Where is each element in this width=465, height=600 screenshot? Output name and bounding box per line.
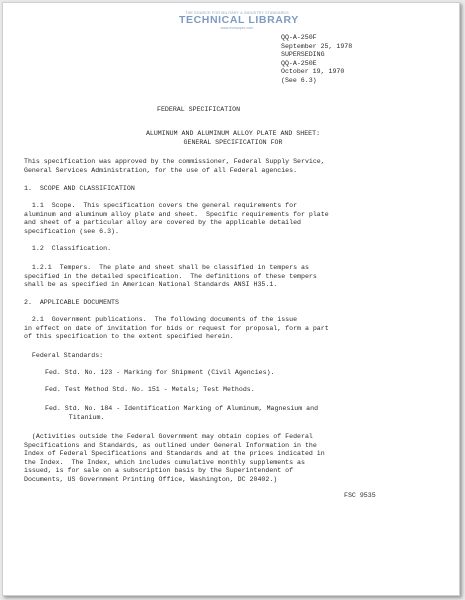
government-publications-paragraph (24, 316, 329, 342)
text-line: issued, is for sale on a subscription basis by the Superintendent of (24, 467, 294, 475)
text-line: in effect on date of invitation for bids or request for proposal, form a part (24, 324, 329, 332)
text-line: of this specification to the extent specified herein. (24, 333, 234, 341)
doc-id-line: September 25, 1978 (281, 42, 353, 50)
activities-note (24, 433, 325, 485)
federal-standards-label: Federal Standards: (24, 352, 104, 359)
text-line: 1.1 Scope. This specification covers the general requirements for (24, 202, 298, 209)
logo-title: TECHNICAL LIBRARY (179, 14, 299, 26)
standard-item (45, 405, 318, 422)
document-page (2, 2, 460, 596)
document-title (3, 130, 459, 147)
text-line: shall be as specified in American National Standards ANSI H35.1. (24, 281, 278, 289)
logo-tagline: THE SOURCE FOR MILITARY & INDUSTRY STANDARDS (185, 11, 289, 15)
doc-id-line: (See 6.3) (281, 76, 317, 84)
text-line: 2.1 Government publications. The following documents of the issue (24, 316, 298, 323)
classification-heading: 1.2 Classification. (24, 245, 112, 252)
text-line: Index of Federal Specifications and Standards and at the prices indicated in (24, 450, 325, 458)
text-line: Documents, US Government Printing Office, Washington, DC 20402.) (24, 475, 278, 483)
standard-item: Fed. Std. No. 123 - Marking for Shipment (Civil Agencies). (45, 369, 275, 376)
section-2-heading: 2. APPLICABLE DOCUMENTS (24, 299, 119, 306)
title-line: ALUMINUM AND ALUMINUM ALLOY PLATE AND SHEET: (145, 130, 321, 137)
document-id-block (281, 34, 352, 86)
approval-paragraph (24, 158, 325, 175)
text-line: 1.2.1 Tempers. The plate and sheet shall be classified in tempers as (24, 264, 309, 271)
text-line: Titanium. (45, 413, 105, 421)
logo-url: www.everyspec.com (220, 26, 254, 30)
text-line: the Index. The Index, which includes cumulative monthly supplements as (24, 458, 305, 466)
text-line: specified in the detailed specification. The definitions of these tempers (24, 272, 317, 280)
technical-library-logo (179, 11, 299, 33)
tempers-paragraph (24, 264, 317, 290)
title-line: GENERAL SPECIFICATION FOR (183, 138, 283, 146)
text-line: aluminum and aluminum alloy plate and sheet. Specific requirements for plate (24, 210, 329, 218)
scope-paragraph (24, 202, 329, 236)
standard-item: Fed. Test Method Std. No. 151 - Metals; Test Methods. (45, 386, 255, 393)
section-1-heading: 1. SCOPE AND CLASSIFICATION (24, 185, 135, 192)
doc-id-line: QQ-A-250E (281, 59, 317, 67)
document-type: FEDERAL SPECIFICATION (157, 106, 241, 113)
text-line: specification (see 6.3). (24, 227, 119, 235)
doc-id-line: SUPERSEDING (281, 51, 325, 59)
text-line: (Activities outside the Federal Government may obtain copies of Federal (24, 433, 313, 440)
text-line: General Services Administration, for the use of all Federal agencies. (24, 166, 298, 174)
doc-id-line: October 19, 1970 (281, 68, 345, 76)
text-line: and sheet of a particular alloy are covered by the applicable detailed (24, 219, 301, 227)
text-line: This specification was approved by the commissioner, Federal Supply Service, (24, 158, 325, 165)
text-line: Specifications and Standards, as outlined under General Information in the (24, 441, 317, 449)
doc-id-line: QQ-A-250F (281, 34, 317, 41)
text-line: Fed. Std. No. 184 - Identification Marking of Aluminum, Magnesium and (45, 405, 319, 412)
fsc-code: FSC 9535 (344, 492, 376, 499)
